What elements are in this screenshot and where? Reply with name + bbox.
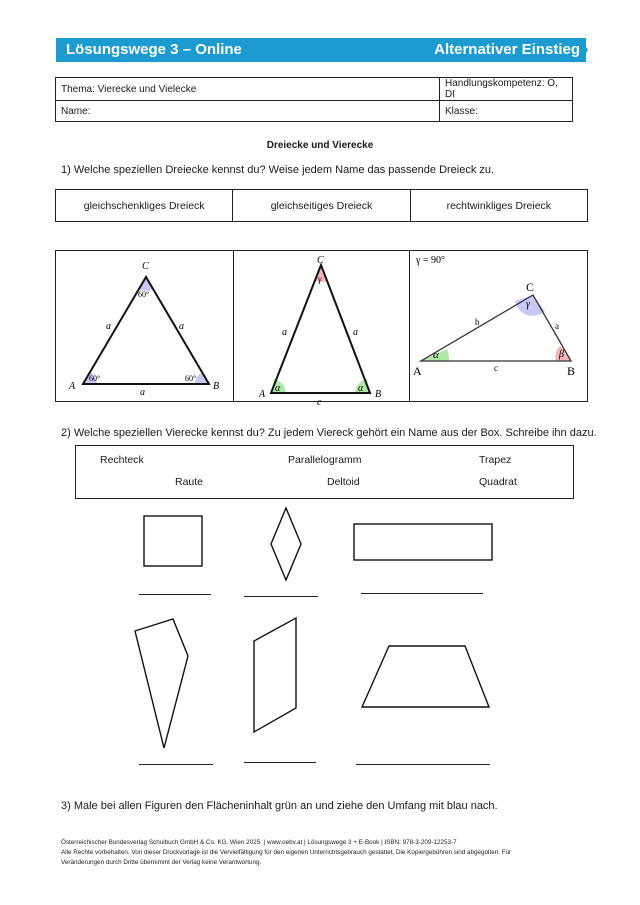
box-name-rechteck: Rechteck [100,454,144,466]
right-angle-caption: γ = 90° [416,255,446,266]
angle-label-top: 60° [138,290,150,299]
beta-label: β [559,349,564,360]
footer-line-1: Österreichischer Bundesverlag Schulbuch GmbH & Co. KG, Wien 2025. | www.oebv.at | Lösungswege 3 + E-Book | ISBN: 978-3-209-12253-7 [61,839,457,846]
square-shape [144,516,202,566]
parallelogram-shape [254,618,296,732]
angle-label-right: 60° [185,374,197,383]
box-name-trapez: Trapez [479,454,512,466]
side-a-label: a [555,321,559,331]
footer [61,838,581,867]
side-b-label: b [475,317,480,327]
answer-line-4[interactable] [139,764,213,765]
side-c-label: c [494,363,498,373]
vertex-a: A [413,364,422,378]
right-triangle [409,251,587,401]
triangle-name-2: gleichseitiges Dreieck [233,190,410,222]
task-3-text: 3) Male bei allen Figuren den Flächeninhalt grün an und ziehe den Umfang mit blau nach. [61,800,498,812]
task-2-text: 2) Welche speziellen Vierecke kennst du? Zu jedem Viereck gehört ein Name aus der Box. Schreibe ihn dazu. [61,427,597,439]
vertex-b: B [213,381,220,392]
answer-line-2[interactable] [244,596,318,597]
vertex-a: A [69,381,76,392]
isosceles-triangle [232,251,409,408]
triangle-box-1 [55,250,234,402]
header-title: Lösungswege 3 – Online [66,41,242,58]
triangle-names-table [55,189,588,222]
answer-line-1[interactable] [139,594,211,595]
box-name-parallelogramm: Parallelogramm [288,454,362,466]
gamma-label: γ [318,274,322,284]
vertex-c: C [526,280,535,294]
base-label: c [317,397,322,408]
alpha-label-right: α [358,383,364,394]
gamma-label: γ [526,299,530,310]
task-1-text: 1) Welche speziellen Dreiecke kennst du? Weise jedem Name das passende Dreieck zu. [61,164,495,176]
trapezoid-shape [362,646,489,707]
class-field[interactable]: Klasse: [440,101,573,122]
side-label-bottom: a [140,387,145,398]
footer-line-2: Alle Rechte vorbehalten. Von dieser Druckvorlage ist die Vervielfältigung für den eigenen Unterrichtsgebrauch gestattet. Die Kopiergebühren sind abgegolten. Für [61,848,512,856]
angle-label-left: 60° [89,374,101,383]
rhombus-shape [271,508,301,580]
vertex-c: C [317,255,324,266]
answer-line-3[interactable] [361,593,483,594]
meta-table [55,77,573,122]
kite-shape [135,619,188,748]
competence-cell: Handlungskompetenz: O, DI [440,78,573,101]
alpha-label: α [433,349,439,361]
answer-line-6[interactable] [356,764,490,765]
triangle-box-3 [409,250,588,402]
topic-cell: Thema: Vierecke und Vielecke [56,78,440,101]
alpha-label-left: α [275,383,281,394]
answer-line-5[interactable] [244,762,316,763]
section-heading: Dreiecke und Vierecke [266,140,374,151]
triangle-name-3: rechtwinkliges Dreieck [410,190,587,222]
box-name-raute: Raute [175,476,204,488]
vertex-c: C [142,261,149,272]
quadrilateral-figures [0,500,640,750]
vertex-b: B [567,364,576,378]
triangle-box-2 [232,250,410,408]
leg-label-right: a [353,327,358,338]
quadrilateral-names-box [75,445,574,499]
rectangle-shape [354,524,492,560]
header-subtitle: Alternativer Einstieg [434,41,580,58]
side-label-right: a [179,321,184,332]
triangle-name-1: gleichschenkliges Dreieck [56,190,233,222]
box-name-deltoid: Deltoid [327,476,360,488]
vertex-a: A [259,389,266,400]
equilateral-triangle [56,251,233,401]
leg-label-left: a [282,327,287,338]
header-banner-arrow [580,38,588,62]
vertex-b: B [375,389,382,400]
side-label-left: a [106,321,111,332]
footer-line-3: Veränderungen durch Dritte übernimmt der Verlag keine Verantwortung. [61,858,262,866]
box-name-quadrat: Quadrat [479,476,517,488]
name-field[interactable]: Name: [56,101,440,122]
